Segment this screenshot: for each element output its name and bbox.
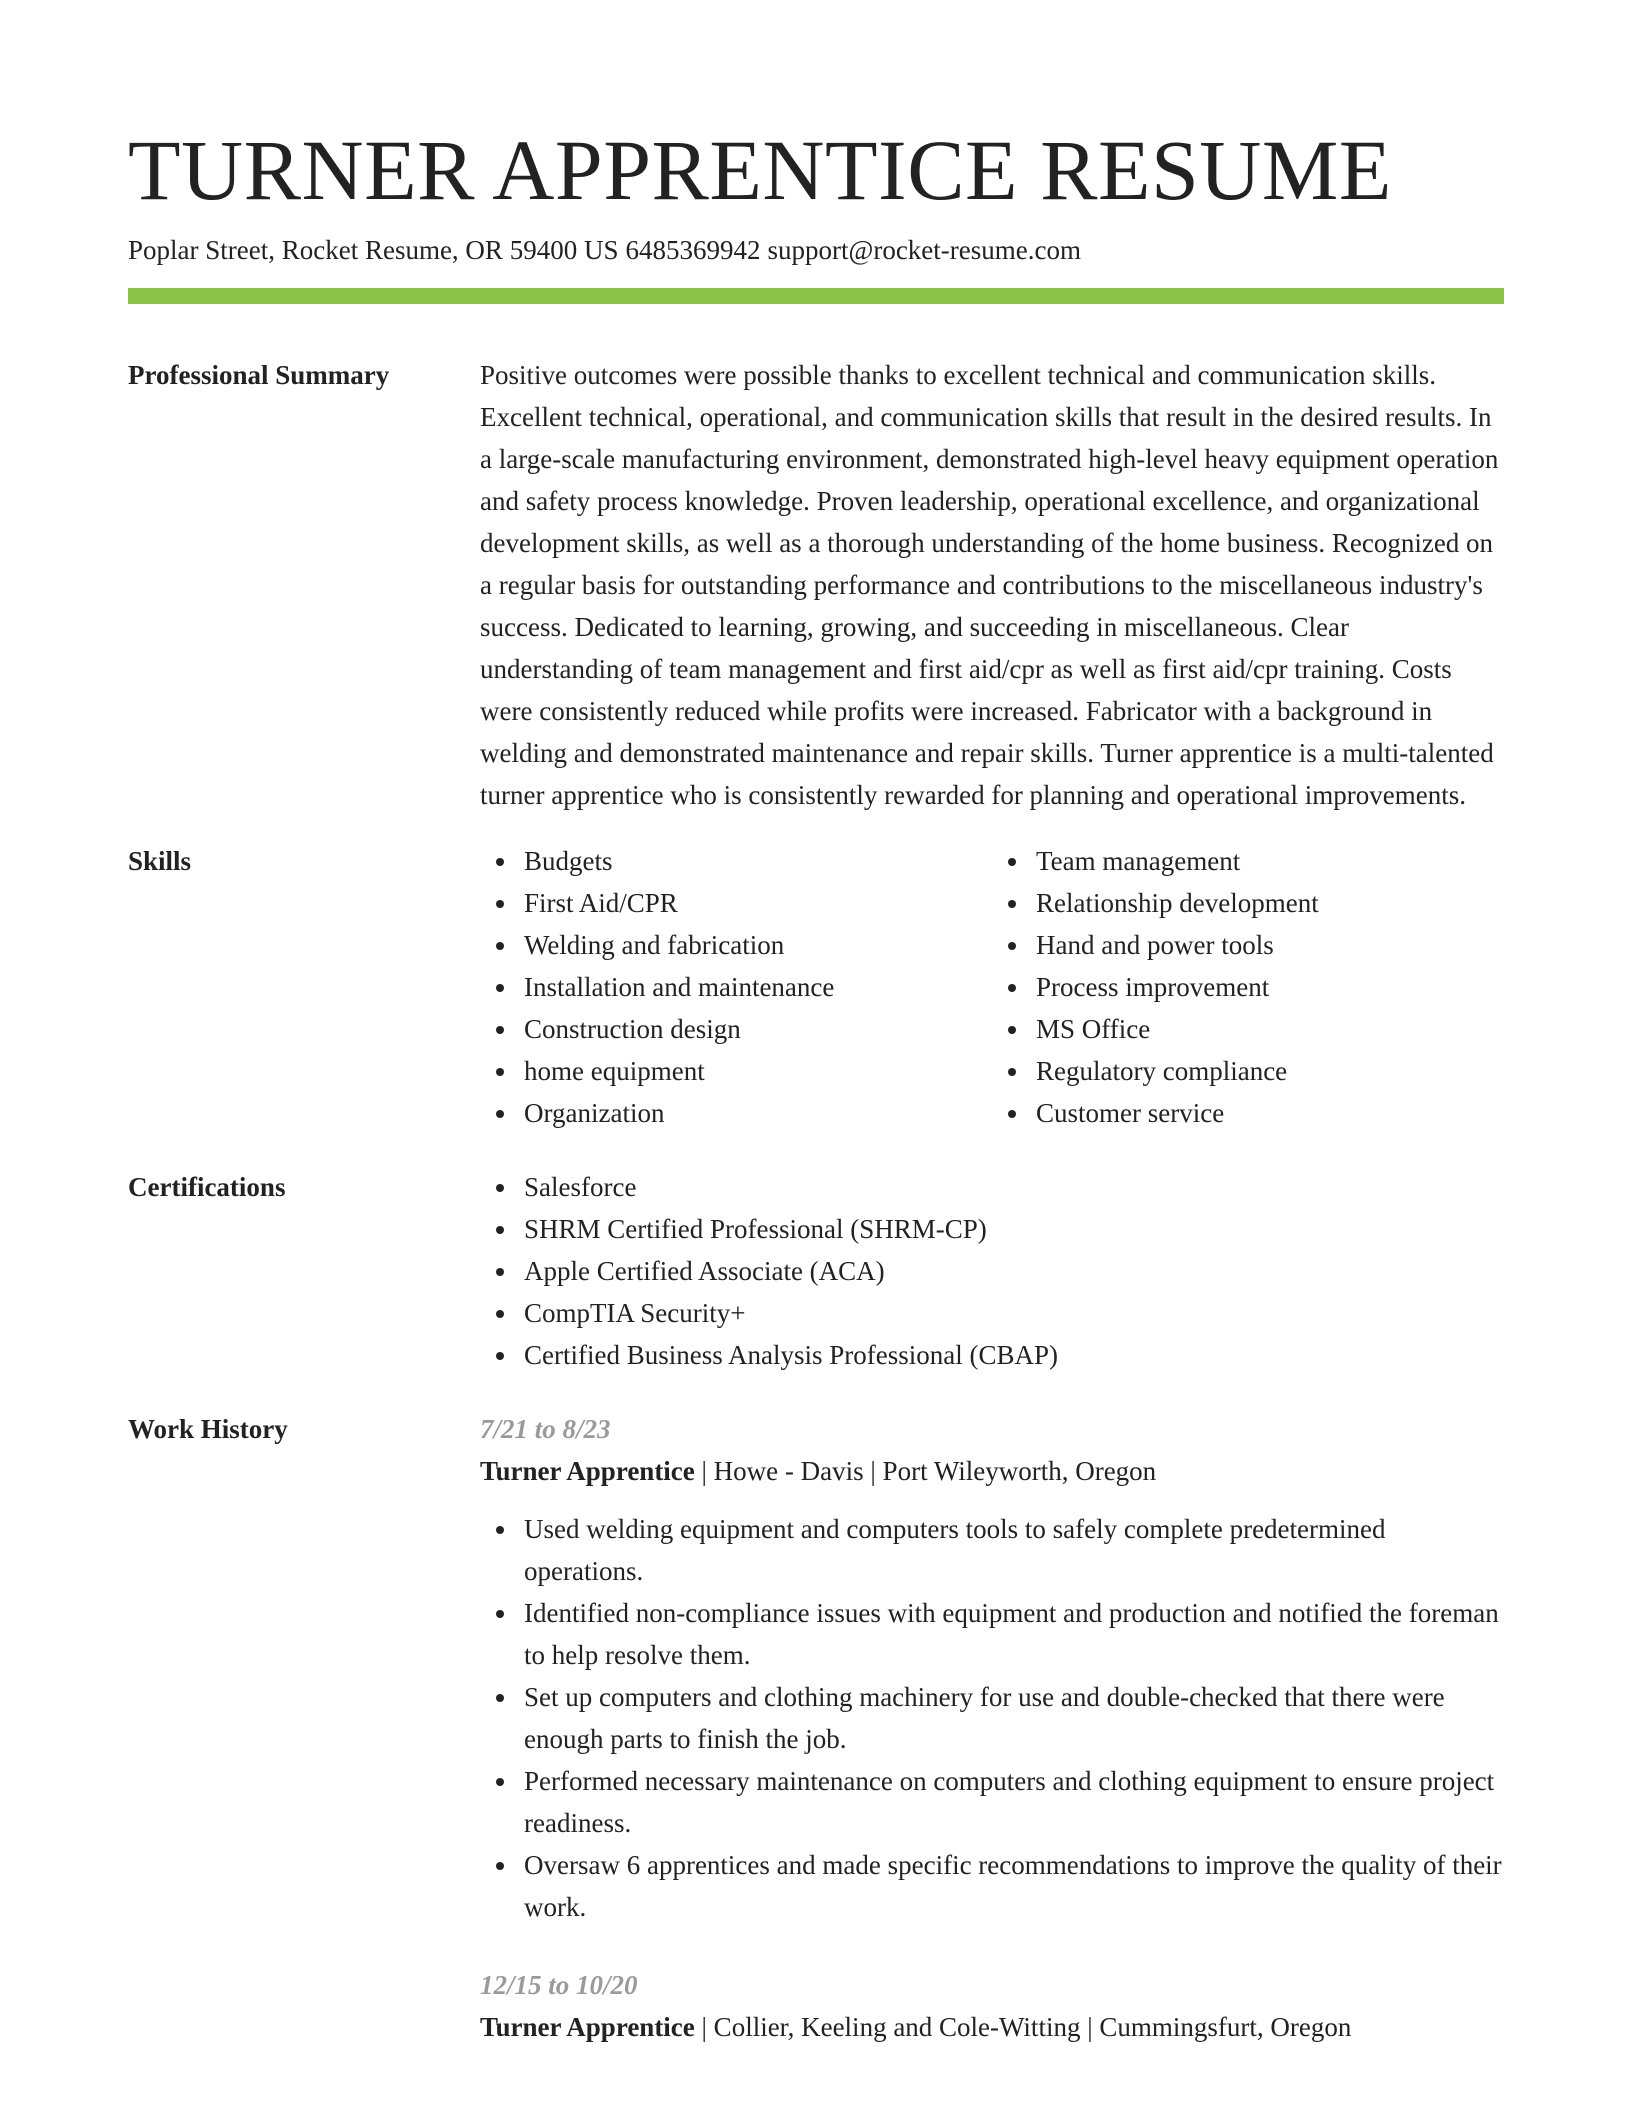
accent-divider bbox=[128, 288, 1504, 304]
certification-item: SHRM Certified Professional (SHRM-CP) bbox=[524, 1208, 1504, 1250]
job-title: Turner Apprentice bbox=[480, 2012, 695, 2042]
certification-item: Certified Business Analysis Professional (CBAP) bbox=[524, 1334, 1504, 1376]
summary-text: Positive outcomes were possible thanks to excellent technical and communication skills. Excellent technical, operational, and communication skills that result in the desired results. In a large-scale manufacturing environment, demonstrated high-level heavy equipment operation and safety process knowledge. Proven leadership, operational excellence, and organizational development skills, as well as a thorough understanding of the home business. Recognized on a regular basis for outstanding performance and contributions to the miscellaneous industry's success. Dedicated to learning, growing, and succeeding in miscellaneous. Clear understanding of team management and first aid/cpr as well as first aid/cpr training. Costs were consistently reduced while profits were increased. Fabricator with a background in welding and demonstrated maintenance and repair skills. Turner apprentice is a multi-talented turner apprentice who is consistently rewarded for planning and operational improvements. bbox=[480, 360, 1499, 810]
skill-item: MS Office bbox=[1036, 1008, 1504, 1050]
skills-list-left bbox=[480, 840, 992, 1134]
job-entry bbox=[480, 1964, 1504, 2048]
job-duty-item: Oversaw 6 apprentices and made specific recommendations to improve the quality of their work. bbox=[524, 1844, 1504, 1928]
job-employer-location: | Collier, Keeling and Cole-Witting | Cummingsfurt, Oregon bbox=[694, 2012, 1352, 2042]
job-heading bbox=[480, 1450, 1504, 1492]
job-duties-list bbox=[480, 1508, 1504, 1928]
skill-item: Welding and fabrication bbox=[524, 924, 992, 966]
skill-item: Hand and power tools bbox=[1036, 924, 1504, 966]
resume-title: TURNER APPRENTICE RESUME bbox=[128, 122, 1392, 218]
work-history-body bbox=[480, 1408, 1504, 2048]
skill-item: Construction design bbox=[524, 1008, 992, 1050]
certification-item: Salesforce bbox=[524, 1166, 1504, 1208]
skill-item: Organization bbox=[524, 1092, 992, 1134]
job-duty-item: Performed necessary maintenance on computers and clothing equipment to ensure project readiness. bbox=[524, 1760, 1504, 1844]
skill-item: Team management bbox=[1036, 840, 1504, 882]
skills-body bbox=[480, 840, 1504, 1134]
contact-address: Poplar Street, Rocket Resume, OR 59400 US bbox=[128, 235, 619, 265]
skill-item: Customer service bbox=[1036, 1092, 1504, 1134]
certifications-label: Certifications bbox=[128, 1172, 286, 1202]
skill-item: First Aid/CPR bbox=[524, 882, 992, 924]
certifications-body bbox=[480, 1166, 1504, 1376]
job-entry bbox=[480, 1408, 1504, 1928]
job-duty-item: Used welding equipment and computers tools to safely complete predetermined operations. bbox=[524, 1508, 1504, 1592]
work-history-label: Work History bbox=[128, 1414, 288, 1444]
job-title: Turner Apprentice bbox=[480, 1456, 695, 1486]
skill-item: home equipment bbox=[524, 1050, 992, 1092]
job-heading bbox=[480, 2006, 1504, 2048]
skills-label: Skills bbox=[128, 846, 192, 876]
skill-item: Installation and maintenance bbox=[524, 966, 992, 1008]
job-duty-item: Identified non-compliance issues with equipment and production and notified the foreman to help resolve them. bbox=[524, 1592, 1504, 1676]
work-history-section bbox=[128, 1408, 1504, 2048]
job-dates: 7/21 to 8/23 bbox=[480, 1414, 611, 1444]
certification-item: CompTIA Security+ bbox=[524, 1292, 1504, 1334]
skill-item: Regulatory compliance bbox=[1036, 1050, 1504, 1092]
skills-section bbox=[128, 840, 1504, 1134]
contact-email: support@rocket-resume.com bbox=[767, 235, 1081, 265]
certifications-section bbox=[128, 1166, 1504, 1376]
skill-item: Relationship development bbox=[1036, 882, 1504, 924]
contact-phone: 6485369942 bbox=[625, 235, 761, 265]
skills-list-right bbox=[992, 840, 1504, 1134]
contact-line bbox=[128, 232, 1504, 268]
skill-item: Budgets bbox=[524, 840, 992, 882]
certifications-list bbox=[480, 1166, 1504, 1376]
summary-section bbox=[128, 354, 1504, 816]
job-employer-location: | Howe - Davis | Port Wileyworth, Oregon bbox=[694, 1456, 1157, 1486]
skill-item: Process improvement bbox=[1036, 966, 1504, 1008]
certification-item: Apple Certified Associate (ACA) bbox=[524, 1250, 1504, 1292]
job-dates: 12/15 to 10/20 bbox=[480, 1970, 638, 2000]
skills-grid bbox=[480, 840, 1504, 1134]
summary-label: Professional Summary bbox=[128, 360, 390, 390]
job-duty-item: Set up computers and clothing machinery for use and double-checked that there were enough parts to finish the job. bbox=[524, 1676, 1504, 1760]
resume-page bbox=[128, 120, 1504, 2048]
